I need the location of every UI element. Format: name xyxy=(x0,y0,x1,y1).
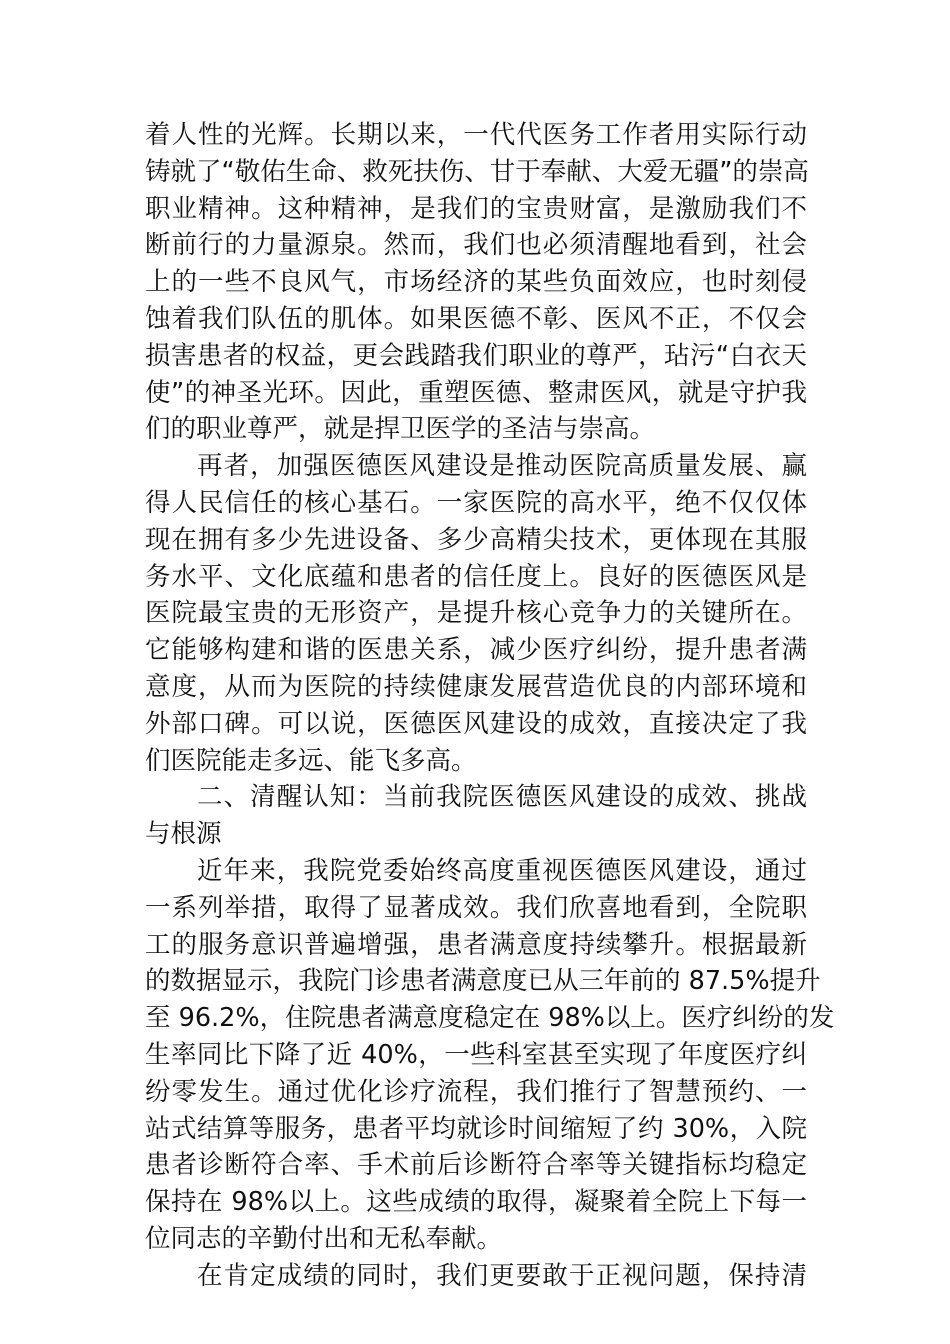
text-line: 上的一些不良风气，市场经济的某些负面效应，也时刻侵 xyxy=(145,267,807,298)
paragraph xyxy=(145,1258,807,1295)
text-line: 近年来，我院党委始终高度重视医德医风建设，通过 xyxy=(197,855,807,886)
text-line: 的数据显示，我院门诊患者满意度已从三年前的 87.5%提升 xyxy=(145,966,821,997)
text-line: 务水平、文化底蕴和患者的信任度上。良好的医德医风是 xyxy=(145,561,807,592)
paragraph xyxy=(145,117,807,448)
text-line: 纷零发生。通过优化诊疗流程，我们推行了智慧预约、一 xyxy=(145,1076,807,1107)
text-line: 职业精神。这种精神，是我们的宝贵财富，是激励我们不 xyxy=(145,193,807,224)
text-line: 站式结算等服务，患者平均就诊时间缩短了约 30%，入院 xyxy=(145,1113,807,1144)
text-line: 得人民信任的核心基石。一家医院的高水平，绝不仅仅体 xyxy=(145,487,807,518)
text-line: 现在拥有多少先进设备、多少高精尖技术，更体现在其服 xyxy=(145,524,807,555)
paragraph xyxy=(145,853,835,1258)
text-line: 使”的神圣光环。因此，重塑医德、整肃医风，就是守护我 xyxy=(145,377,807,408)
text-line: 着人性的光辉。长期以来，一代代医务工作者用实际行动 xyxy=(145,120,807,150)
text-line: 再者，加强医德医风建设是推动医院高质量发展、赢 xyxy=(197,451,807,482)
text-line: 生率同比下降了近 40%，一些科室甚至实现了年度医疗纠 xyxy=(145,1039,807,1070)
text-line: 在肯定成绩的同时，我们更要敢于正视问题，保持清 xyxy=(197,1260,807,1291)
document-page xyxy=(145,117,835,1295)
text-line: 医院最宝贵的无形资产，是提升核心竞争力的关键所在。 xyxy=(145,598,807,629)
text-line: 铸就了“敬佑生命、救死扶伤、甘于奉献、大爱无疆”的崇高 xyxy=(145,156,809,187)
text-line: 断前行的力量源泉。然而，我们也必须清醒地看到，社会 xyxy=(145,230,807,261)
text-line: 意度，从而为医院的持续健康发展营造优良的内部环境和 xyxy=(145,671,807,702)
section-heading xyxy=(145,779,807,853)
text-line: 们医院能走多远、能飞多高。 xyxy=(145,745,477,776)
text-line: 外部口碑。可以说，医德医风建设的成效，直接决定了我 xyxy=(145,708,807,739)
text-line: 它能够构建和谐的医患关系，减少医疗纠纷，提升患者满 xyxy=(145,635,807,666)
text-line: 工的服务意识普遍增强，患者满意度持续攀升。根据最新 xyxy=(145,929,807,960)
text-line: 二、清醒认知：当前我院医德医风建设的成效、挑战 xyxy=(197,782,807,813)
text-line: 患者诊断符合率、手术前后诊断符合率等关键指标均稳定 xyxy=(145,1150,807,1181)
text-line: 与根源 xyxy=(145,819,222,850)
paragraph xyxy=(145,448,807,779)
text-line: 们的职业尊严，就是捍卫医学的圣洁与崇高。 xyxy=(145,414,656,445)
text-line: 保持在 98%以上。这些成绩的取得，凝聚着全院上下每一 xyxy=(145,1187,807,1218)
text-line: 至 96.2%，住院患者满意度稳定在 98%以上。医疗纠纷的发 xyxy=(145,1003,835,1034)
text-line: 蚀着我们队伍的肌体。如果医德不彰、医风不正，不仅会 xyxy=(145,303,807,334)
text-line: 一系列举措，取得了显著成效。我们欣喜地看到，全院职 xyxy=(145,892,807,923)
text-line: 位同志的辛勤付出和无私奉献。 xyxy=(145,1223,503,1254)
text-line: 损害患者的权益，更会践踏我们职业的尊严，玷污“白衣天 xyxy=(145,340,807,371)
